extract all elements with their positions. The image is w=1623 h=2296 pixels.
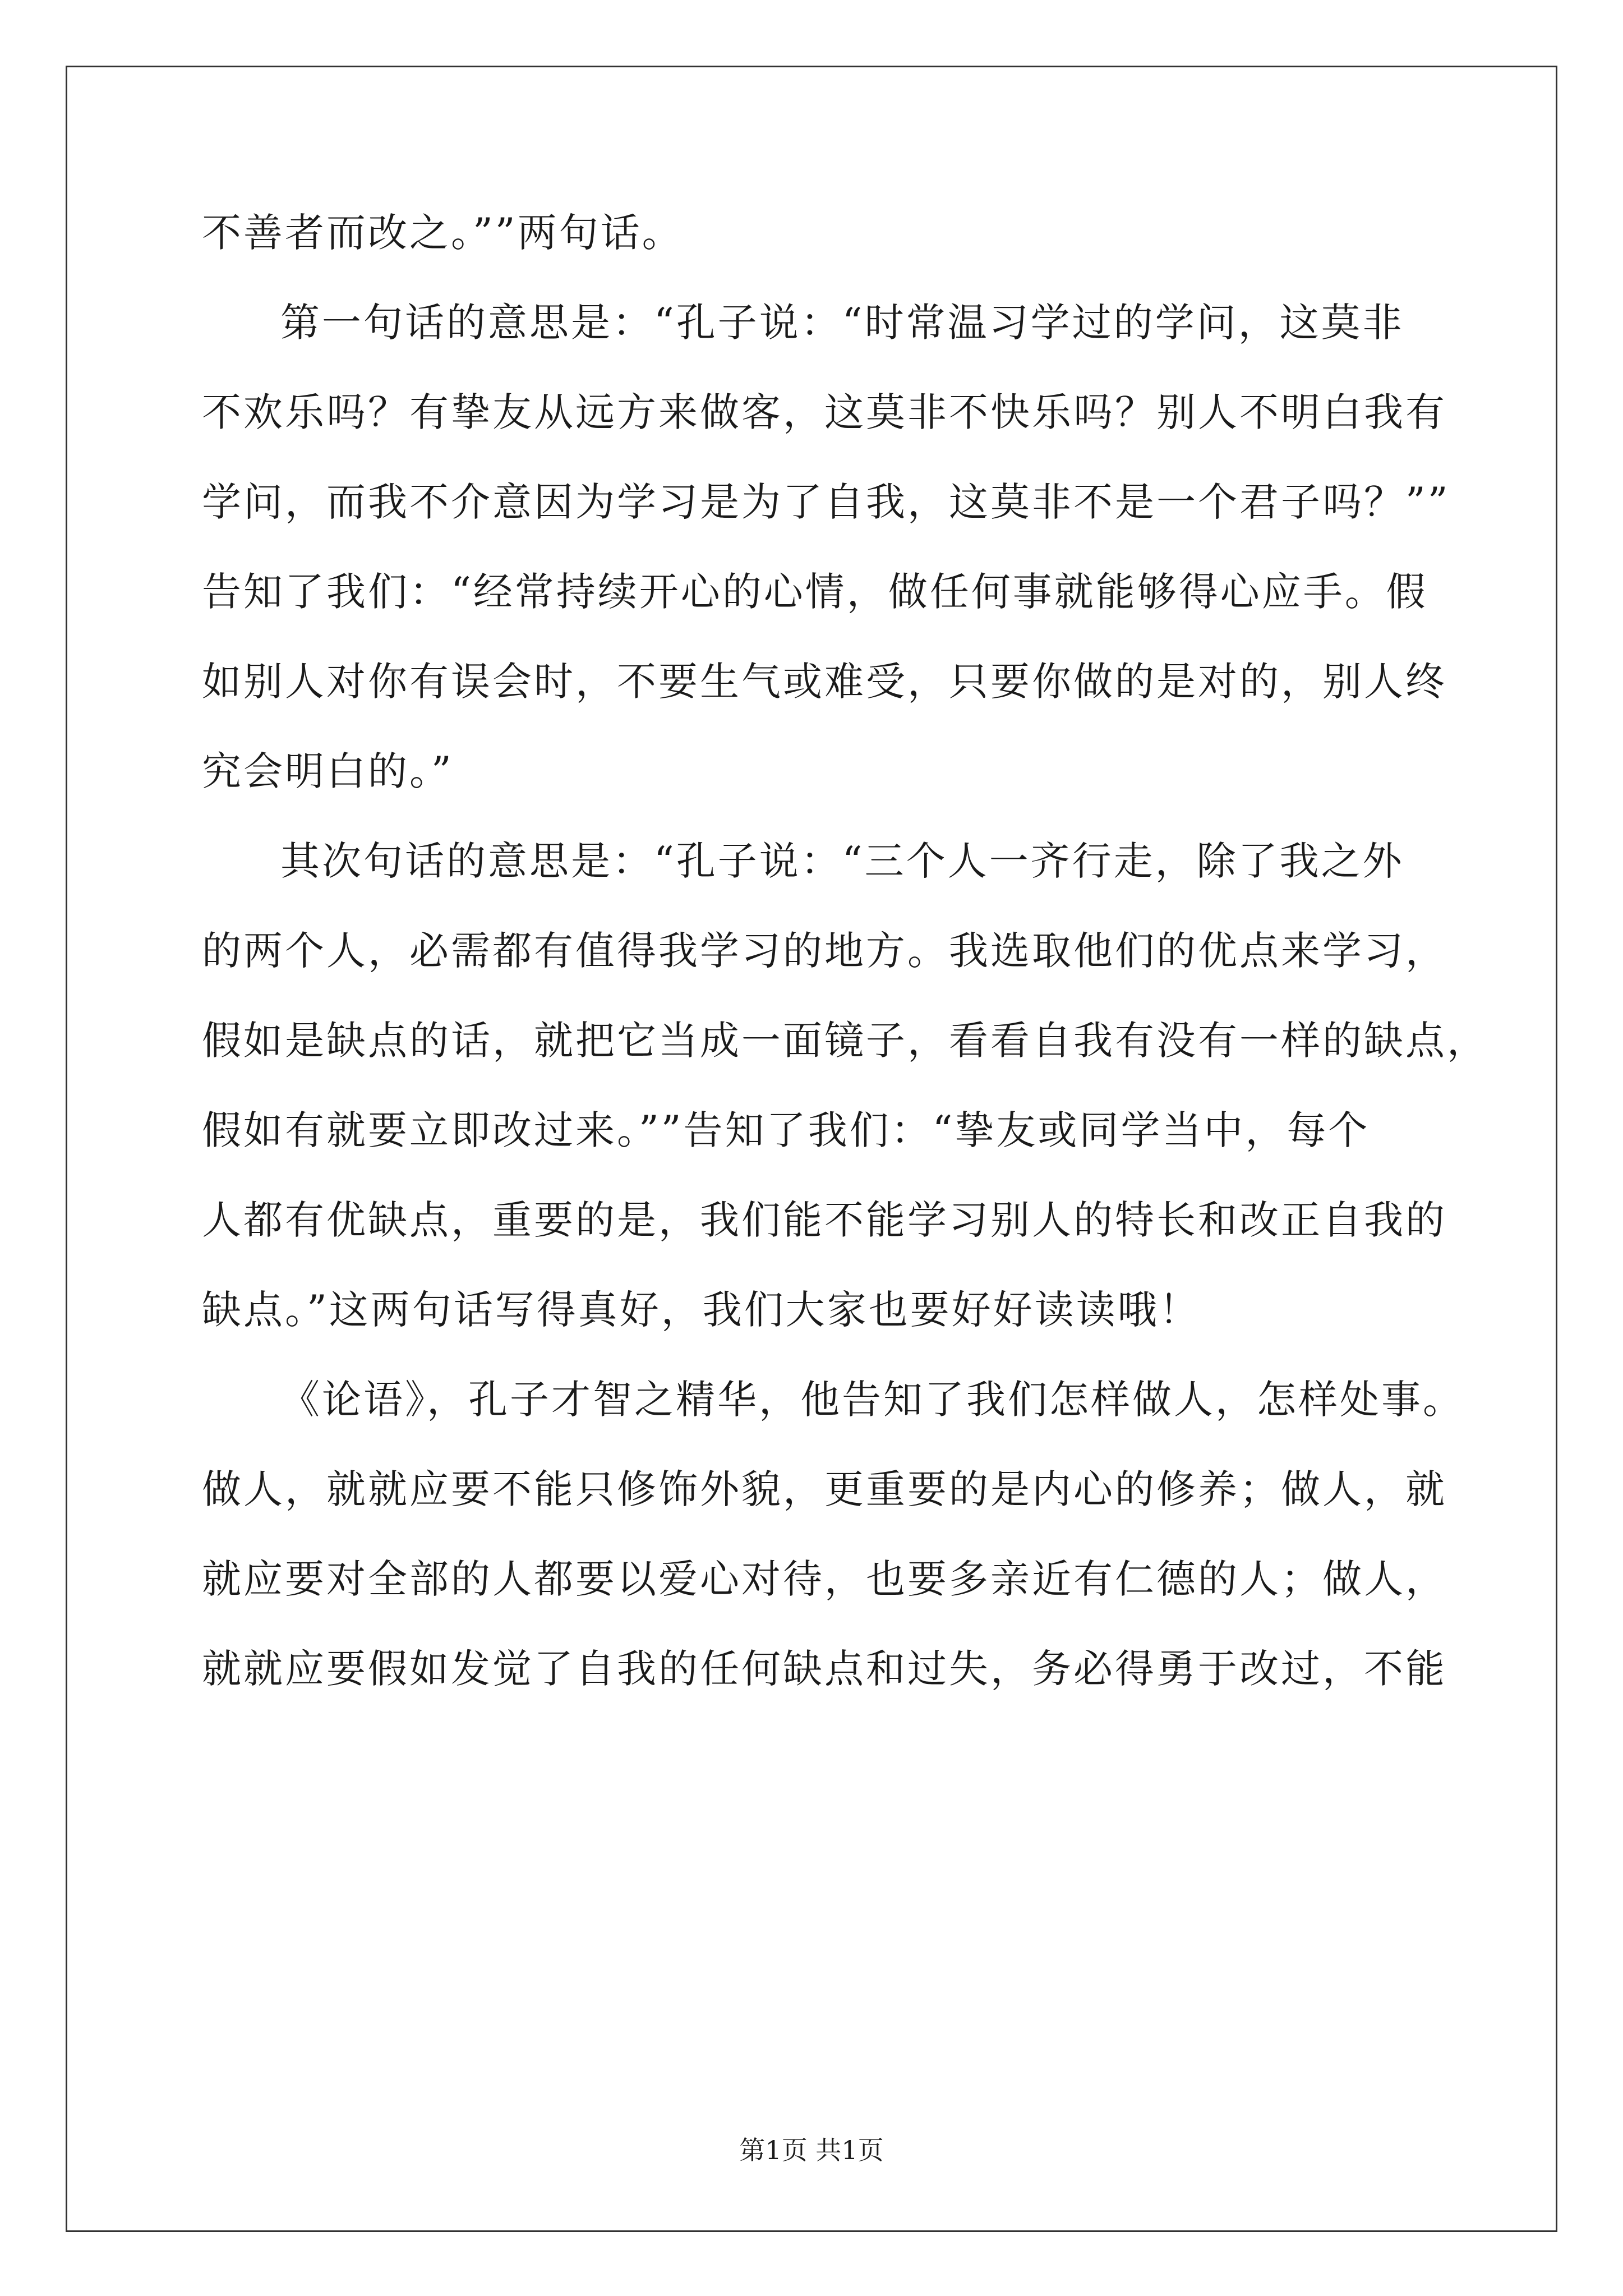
body-text-line: 就就应要假如发觉了自我的任何缺点和过失，务必得勇于改过，不能 [202,1646,1447,1692]
paragraph-first-line: 《论语》，孔子才智之精华，他告知了我们怎样做人，怎样处事。 [280,1377,1464,1423]
body-text-line: 如别人对你有误会时，不要生气或难受，只要你做的是对的，别人终 [202,659,1447,705]
body-text-line: 的两个人，必需都有值得我学习的地方。我选取他们的优点来学习， [202,928,1447,974]
body-text-line: 假如是缺点的话，就把它当成一面镜子，看看自我有没有一样的缺点， [202,1018,1488,1064]
body-text-line: 学问，而我不介意因为学习是为了自我，这莫非不是一个君子吗？”” [202,479,1450,525]
body-text-line: 究会明白的。” [202,748,454,794]
body-text-line: 缺点。”这两句话写得真好，我们大家也要好好读读哦！ [202,1287,1201,1333]
paragraph-first-line: 第一句话的意思是：“孔子说：“时常温习学过的学问，这莫非 [280,300,1404,346]
body-text-line: 假如有就要立即改过来。””告知了我们：“挚友或同学当中，每个 [202,1107,1370,1153]
body-text-line: 做人，就就应要不能只修饰外貌，更重要的是内心的修养；做人，就 [202,1466,1447,1512]
body-text-line: 就应要对全部的人都要以爱心对待，也要多亲近有仁德的人；做人， [202,1556,1447,1602]
paragraph-first-line: 其次句话的意思是：“孔子说：“三个人一齐行走，除了我之外 [280,838,1404,884]
body-text-line: 告知了我们：“经常持续开心的心情，做任何事就能够得心应手。假 [202,569,1428,615]
body-text-line: 人都有优缺点，重要的是，我们能不能学习别人的特长和改正自我的 [202,1197,1447,1243]
page-number-footer: 第1页 共1页 [739,2135,884,2165]
body-text-line: 不欢乐吗？有挚友从远方来做客，这莫非不快乐吗？别人不明白我有 [202,389,1447,435]
body-text-line: 不善者而改之。””两句话。 [202,210,684,256]
